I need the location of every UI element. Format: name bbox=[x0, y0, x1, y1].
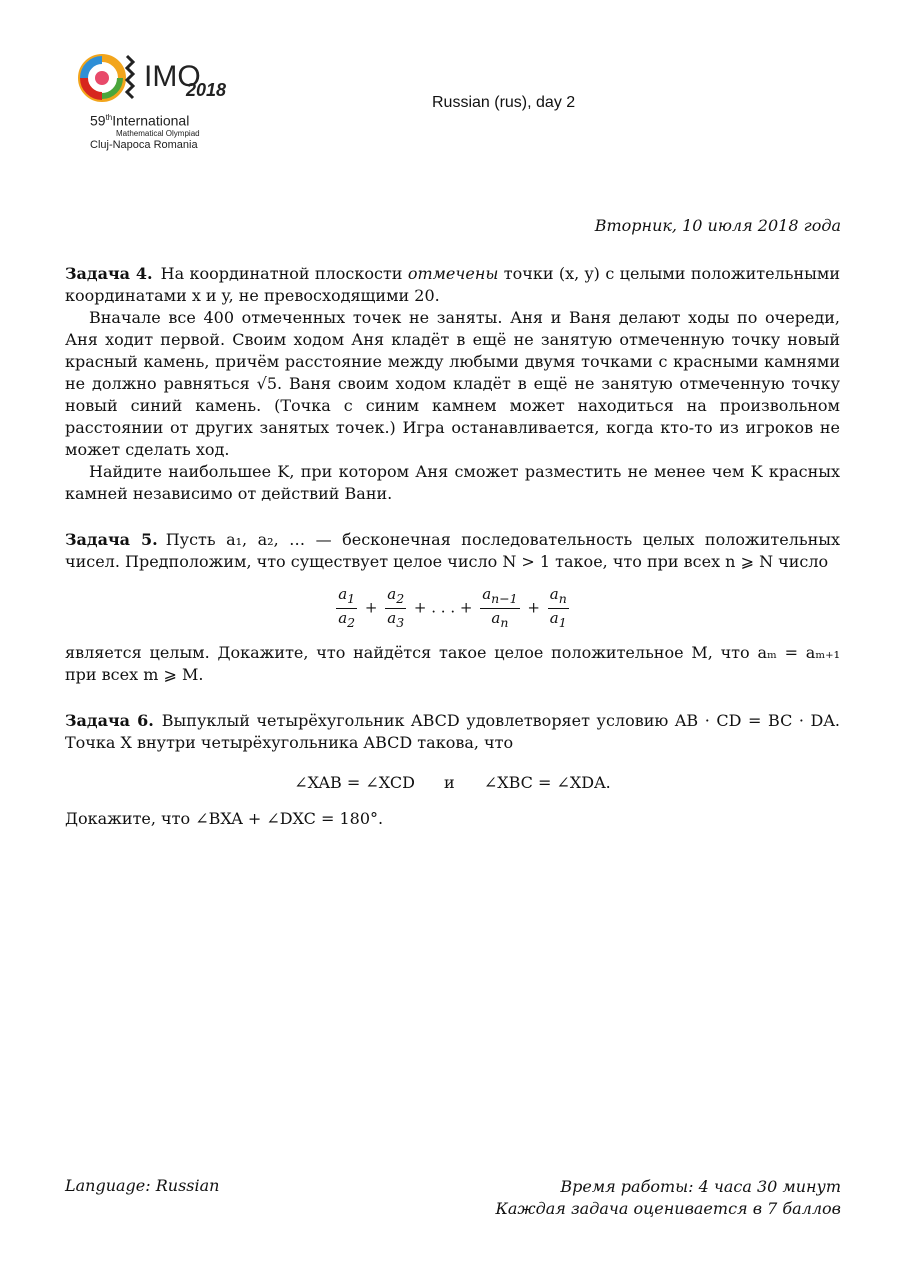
problem-6-text-b: Докажите, что ∠BXA + ∠DXC = 180°. bbox=[65, 809, 384, 828]
problems bbox=[65, 263, 840, 848]
problem-5 bbox=[65, 529, 840, 686]
exam-date: Вторник, 10 июля 2018 года bbox=[594, 216, 841, 235]
logo-caption bbox=[90, 110, 250, 152]
page-title: Russian (rus), day 2 bbox=[432, 94, 576, 111]
footer-info bbox=[495, 1176, 841, 1220]
problem-5-title: Задача 5. bbox=[65, 530, 158, 549]
footer-time: Время работы: 4 часа 30 минут bbox=[560, 1177, 841, 1196]
problem-5-text-b: является целым. Докажите, что найдётся такое целое положительное M, что aₘ = aₘ₊₁ при всех m ⩾ M. bbox=[65, 643, 840, 684]
problem-4-text-b: точки (x, y) с целыми положительными координатами x и y, не превосходящими 20. bbox=[65, 264, 841, 305]
logo-year: 2018 bbox=[186, 80, 227, 100]
problem-4-paragraph-2: Вначале все 400 отмеченных точек не заняты. Аня и Ваня делают ходы по очереди, Аня ходит первой. Своим ходом Аня кладёт в ещё не занятую отмеченную точку новый красный камень, причём расстояние между любыми двумя точками с красными камнями не должно равняться √5. Ваня своим ходом кладёт в ещё не занятую отмеченную точку новый синий камень. (Точка с синим камнем может находиться на произвольном расстоянии от других занятых точек.) Игра останавливается, когда кто-то из игроков не может сделать ход. bbox=[65, 308, 840, 459]
problem-6-equation bbox=[65, 772, 840, 794]
problem-4 bbox=[65, 263, 840, 505]
problem-4-text-a: На координатной плоскости bbox=[160, 264, 408, 283]
angle-equation-left: ∠XAB = ∠XCD bbox=[294, 773, 415, 792]
problem-4-emphasis: отмечены bbox=[407, 264, 499, 283]
problem-4-title: Задача 4. bbox=[65, 264, 153, 283]
logo-location: Cluj-Napoca Romania bbox=[90, 138, 198, 151]
problem-6-text-a: Выпуклый четырёхугольник ABCD удовлетворяет условию AB · CD = BC · DA. Точка X внутри четырёхугольника ABCD такова, что bbox=[65, 711, 840, 752]
problem-5-text-a: Пусть a₁, a₂, … — бесконечная последовательность целых положительных чисел. Предположим, что существует целое число N > 1 такое, что при всех n ⩾ N число bbox=[65, 530, 840, 571]
problem-5-formula: $\frac{a_1}{a_2}$ + $\frac{a_2}{a_3}$ + . . . + $\frac{a_{n-1}}{a_n}$ + $\frac{a_n}{a_1}$ bbox=[338, 585, 567, 630]
logo-international: International bbox=[112, 112, 190, 129]
problem-6 bbox=[65, 710, 840, 830]
angle-equation-and: и bbox=[444, 773, 455, 792]
problem-4-paragraph-3: Найдите наибольшее K, при котором Аня сможет разместить не менее чем K красных камней независимо от действий Вани. bbox=[65, 462, 840, 503]
angle-equation-right: ∠XBC = ∠XDA. bbox=[483, 773, 611, 792]
logo-olympiad-name: Mathematical Olympiad bbox=[116, 128, 200, 138]
problem-6-title: Задача 6. bbox=[65, 711, 154, 730]
logo-text: IMO bbox=[144, 60, 201, 93]
footer-score: Каждая задача оценивается в 7 баллов bbox=[495, 1199, 841, 1218]
footer-language: Language: Russian bbox=[65, 1176, 220, 1195]
logo-edition-suffix: th bbox=[105, 113, 113, 122]
logo-edition-number: 59 bbox=[90, 112, 106, 129]
